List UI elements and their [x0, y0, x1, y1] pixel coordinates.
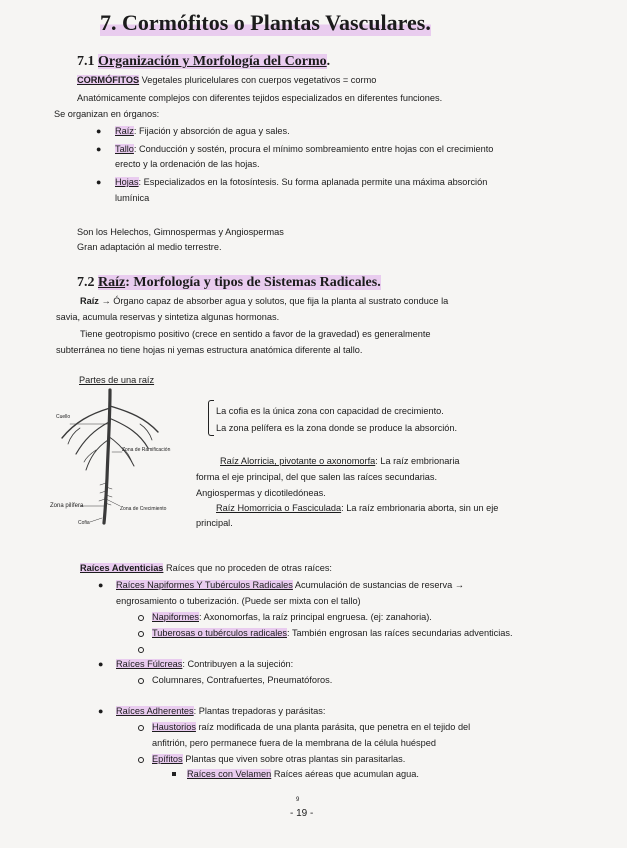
page-title: 7. Cormófitos o Plantas Vasculares.	[100, 10, 431, 35]
adherentes-def: : Plantas trepadoras y parásitas:	[193, 706, 326, 716]
heading-term: Raíz	[98, 275, 126, 290]
sub-def: : También engrosan las raíces secundarias adventicias.	[287, 628, 513, 638]
organ-item-tallo	[115, 143, 493, 155]
page-number: - 19 -	[290, 808, 314, 819]
groups-note: Son los Helechos, Gimnospermas y Angiospermas	[77, 227, 284, 237]
fulcreas-term: Raíces Fúlcreas	[116, 659, 183, 669]
epifitos-line	[152, 753, 405, 765]
velamen-def: Raíces aéreas que acumulan agua.	[271, 769, 419, 779]
napiformes-sub-line	[152, 611, 432, 623]
adherentes-term: Raíces Adherentes	[116, 706, 194, 716]
alorricia-def: : La raíz embrionaria	[375, 456, 460, 466]
raiz-def: → Órgano capaz de absorber agua y solutos, que fija la planta al sustrato conduce la	[98, 296, 449, 306]
label-zona-pilifera: Zona pilífera	[50, 503, 84, 509]
bullet-icon: ●	[96, 177, 102, 187]
organ-term: Raíz	[115, 126, 134, 136]
label-zona-crecimiento: Zona de Crecimiento	[120, 506, 167, 512]
cormofitos-def: Vegetales pluricelulares con cuerpos vegetativos = cormo	[139, 75, 377, 85]
bracket-note-pilifera: La zona pelífera es la zona donde se produce la absorción.	[216, 423, 458, 433]
organ-item-raiz	[115, 125, 290, 137]
haustorios-line	[152, 721, 470, 733]
adherentes-line	[116, 705, 325, 717]
bullet-icon: ●	[98, 659, 104, 669]
raiz-definition	[80, 295, 448, 307]
cormofitos-term: CORMÓFITOS	[77, 75, 140, 85]
circle-bullet-icon	[138, 678, 144, 684]
adaptation-note: Gran adaptación al medio terrestre.	[77, 242, 222, 252]
adventicias-def: Raíces que no proceden de otras raíces:	[163, 563, 332, 573]
sub-term: Tuberosas o tubérculos radicales	[152, 628, 287, 638]
organ-desc-cont: erecto y la ordenación de las hojas.	[115, 159, 260, 169]
circle-bullet-icon	[138, 631, 144, 637]
epifitos-term: Epífitos	[152, 754, 183, 764]
alorricia-term: Raíz Alorricia, pivotante o axonomorfa	[220, 456, 376, 466]
organ-desc: : Conducción y sostén, procura el mínimo sombreamiento entre hojas con el crecimiento	[133, 144, 494, 154]
geotropism-line: Tiene geotropismo positivo (crece en sentido a favor de la gravedad) es generalmente	[80, 329, 431, 339]
cormofitos-definition	[77, 74, 376, 86]
root-branch	[140, 424, 152, 440]
section-7-2-heading	[77, 275, 381, 291]
homorricia-line-2: principal.	[196, 518, 233, 528]
page-mark: 9	[296, 797, 300, 803]
organ-desc: : Fijación y absorción de agua y sales.	[133, 126, 290, 136]
raiz-label: Raíz	[80, 296, 99, 306]
bracket-note-cofia: La cofia es la única zona con capacidad de crecimiento.	[216, 406, 444, 416]
root-branch	[109, 418, 148, 448]
root-branch	[110, 406, 158, 432]
organ-desc-cont: lumínica	[115, 193, 150, 203]
heading-number: 7.2	[77, 275, 98, 290]
root-parts-title: Partes de una raíz	[79, 375, 155, 385]
heading-text: Organización y Morfología del Cormo	[98, 54, 327, 69]
adventicias-term: Raíces Adventicias	[80, 563, 164, 573]
haustorios-term: Haustorios	[152, 722, 196, 732]
velamen-term: Raíces con Velamen	[187, 769, 272, 779]
napiformes-def: Acumulación de sustancias de reserva →	[292, 580, 464, 590]
organ-term: Tallo	[115, 144, 134, 154]
organs-intro: Se organizan en órganos:	[54, 109, 160, 119]
root-branch	[62, 408, 110, 438]
fulcreas-line	[116, 658, 293, 670]
heading-dot: .	[326, 54, 331, 69]
epifitos-def: Plantas que viven sobre otras plantas sin parasitarlas.	[182, 754, 406, 764]
geotropism-line-cont: subterránea no tiene hojas ni yemas estructura anatómica diferente al tallo.	[56, 345, 363, 355]
anatomy-line: Anatómicamente complejos con diferentes tejidos especializados en diferentes funciones.	[77, 93, 443, 103]
organ-term: Hojas	[115, 177, 139, 187]
adventicias-line	[80, 562, 332, 574]
label-cuello: Cuello	[56, 414, 71, 420]
alorricia-line-3: Angiospermas y dicotiledóneas.	[196, 488, 326, 498]
label-cofia: Cofia	[78, 520, 90, 526]
bracket-icon	[208, 400, 214, 436]
sub-term: Napiformes	[152, 612, 199, 622]
raiz-definition-cont: savia, acumula reservas y sintetiza algunas hormonas.	[56, 312, 280, 322]
haustorios-line-2: anfitrión, pero permanece fuera de la membrana de la célula huésped	[152, 738, 436, 748]
fulcreas-def: : Contribuyen a la sujeción:	[182, 659, 294, 669]
napiformes-term: Raíces Napiformes Y Tubérculos Radicales	[116, 580, 293, 590]
homorricia-term: Raíz Homorricia o Fasciculada	[216, 503, 342, 513]
bullet-icon: ●	[96, 126, 102, 136]
square-bullet-icon	[172, 772, 176, 776]
napiformes-line	[116, 579, 464, 591]
alorricia-line	[220, 455, 460, 467]
velamen-line	[187, 768, 419, 780]
sub-def: : Axonomorfas, la raíz principal engruesa. (ej: zanahoria).	[198, 612, 432, 622]
bullet-icon: ●	[96, 144, 102, 154]
circle-bullet-icon	[138, 725, 144, 731]
section-7-1-heading	[77, 54, 330, 70]
label-line	[90, 518, 102, 522]
bullet-icon: ●	[98, 706, 104, 716]
homorricia-def: : La raíz embrionaria aborta, sin un eje	[341, 503, 499, 513]
fulcreas-sub: Columnares, Contrafuertes, Pneumatóforos.	[152, 675, 333, 685]
label-zona-ramificacion: Zona de Ramificación	[122, 447, 171, 453]
root-branch	[76, 422, 109, 454]
heading-number: 7.1	[77, 54, 98, 69]
alorricia-line-2: forma el eje principal, del que salen las raíces secundarias.	[196, 472, 438, 482]
homorricia-line	[216, 502, 498, 514]
circle-bullet-icon	[138, 647, 144, 653]
heading-text: : Morfología y tipos de Sistemas Radicales.	[125, 275, 381, 290]
tuberosas-sub-line	[152, 627, 513, 639]
circle-bullet-icon	[138, 757, 144, 763]
bullet-icon: ●	[98, 580, 104, 590]
haustorios-def: raíz modificada de una planta parásita, que penetra en el tejido del	[195, 722, 471, 732]
organ-desc: : Especializados en la fotosíntesis. Su forma aplanada permite una máxima absorción	[138, 177, 488, 187]
organ-item-hojas	[115, 176, 487, 188]
circle-bullet-icon	[138, 615, 144, 621]
napiformes-line-2: engrosamiento o tuberización. (Puede ser mixta con el tallo)	[116, 596, 361, 606]
